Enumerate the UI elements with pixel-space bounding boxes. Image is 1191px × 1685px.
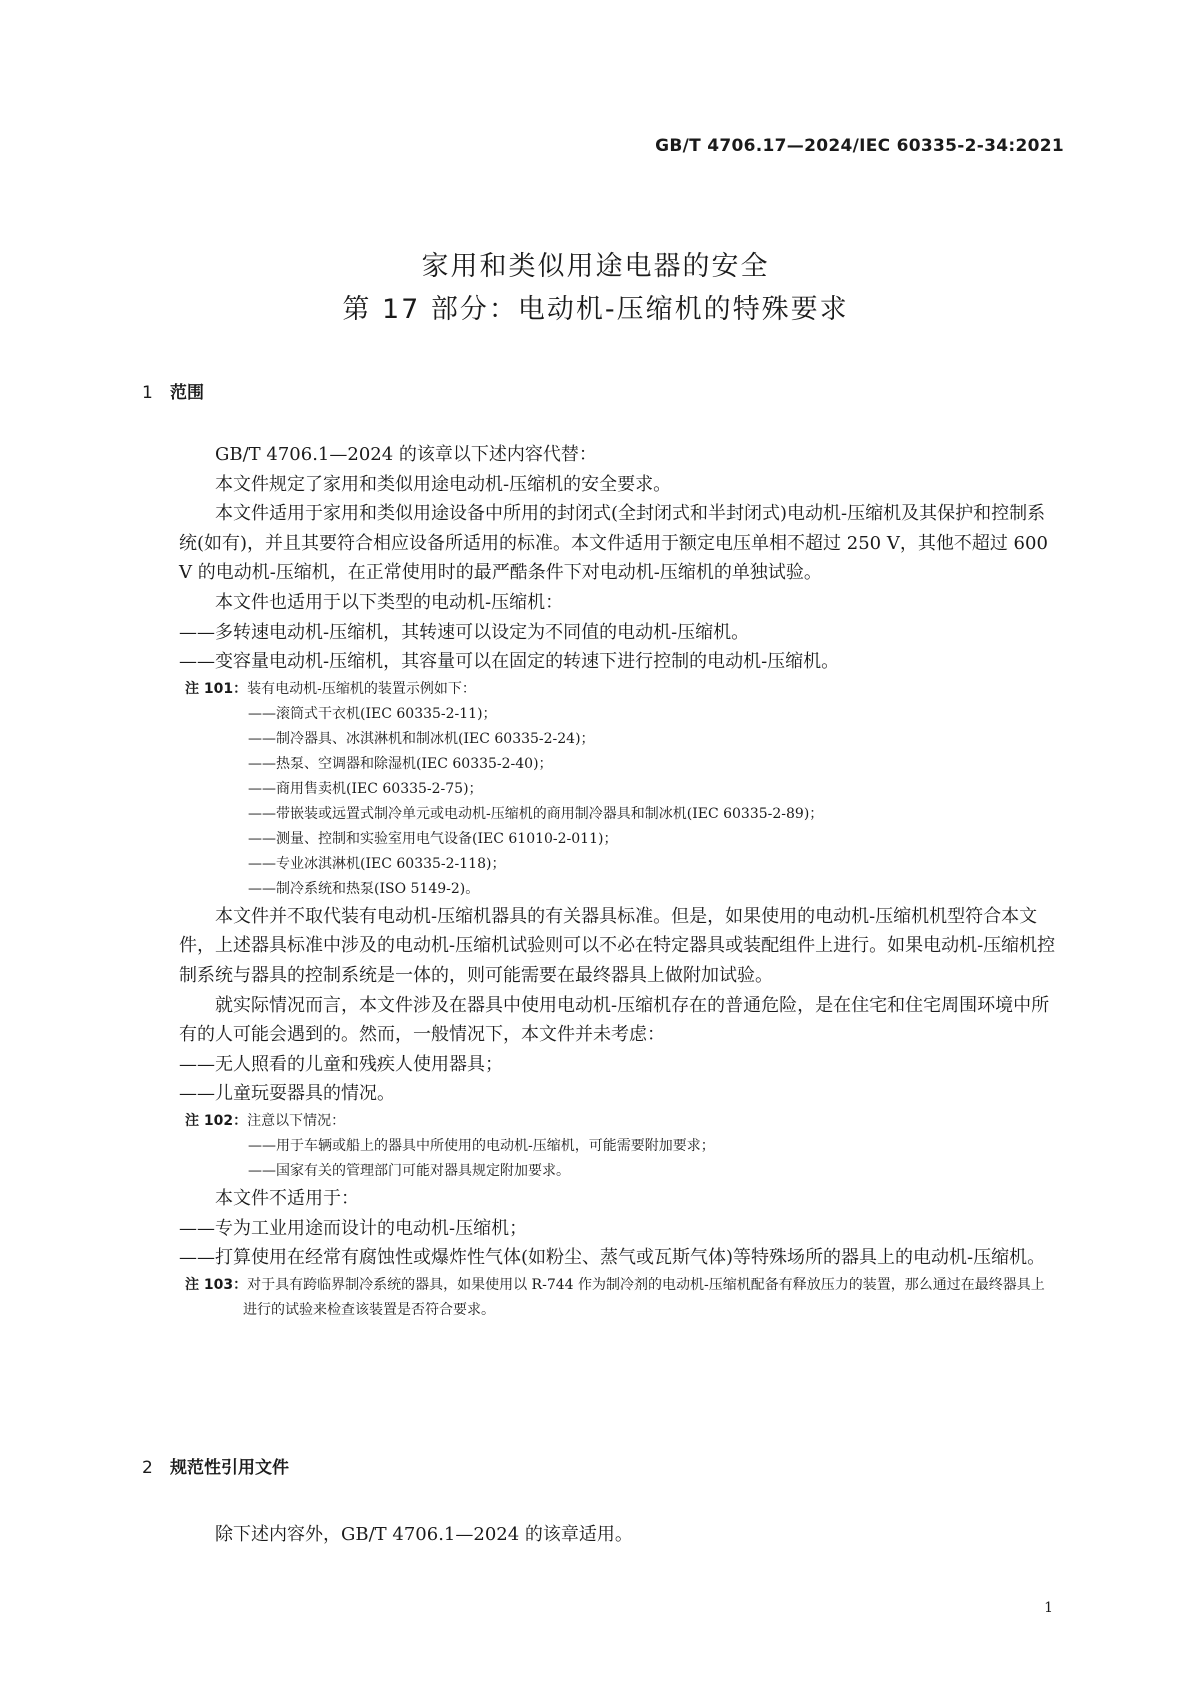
paragraph: 就实际情况而言，本文件涉及在器具中使用电动机-压缩机存在的普通危险，是在住宅和住宅周围环境中所有的人可能会遇到的。然而，一般情况下，本文件并未考虑：: [179, 994, 1050, 1046]
note-text: 注意以下情况：: [247, 1112, 346, 1129]
note-label: 注 103：: [185, 1276, 248, 1293]
paragraph: GB/T 4706.1—2024 的该章以下述内容代替：: [215, 444, 597, 465]
dash-item: ——专为工业用途而设计的电动机-压缩机；: [179, 1217, 528, 1239]
dash-item: ——打算使用在经常有腐蚀性或爆炸性气体(如粉尘、蒸气或瓦斯气体)等特殊场所的器具上的电动机-压缩机。: [179, 1247, 1046, 1269]
section-title: 规范性引用文件: [170, 1458, 289, 1478]
note-list-item: ——国家有关的管理部门可能对器具规定附加要求。: [248, 1162, 570, 1179]
note-list-item: ——专业冰淇淋机(IEC 60335-2-118)；: [248, 855, 506, 872]
section-2-heading: [142, 1453, 289, 1478]
dash-item: ——儿童玩耍器具的情况。: [179, 1083, 395, 1105]
paragraph: 本文件适用于家用和类似用途设备中所用的封闭式(全封闭式和半封闭式)电动机-压缩机及其保护和控制系统(如有)，并且其要符合相应设备所适用的标准。本文件适用于额定电压单相不超过 250 V，其他不超过 600 V 的电动机-压缩机，在正常使用时的最严酷条件下对电动机-压缩机的单独试验。: [179, 503, 1048, 584]
paragraph: 本文件规定了家用和类似用途电动机-压缩机的安全要求。: [215, 473, 672, 495]
paragraph: 除下述内容外，GB/T 4706.1—2024 的该章适用。: [215, 1524, 633, 1545]
note-list-item: ——测量、控制和实验室用电气设备(IEC 61010-2-011)；: [248, 830, 618, 847]
note-102: [179, 1109, 1056, 1184]
note-list-item: ——商用售卖机(IEC 60335-2-75)；: [248, 780, 483, 797]
section-1-heading: [142, 378, 204, 403]
note-list-item: ——热泵、空调器和除湿机(IEC 60335-2-40)；: [248, 755, 553, 772]
section-1-body: [179, 440, 1056, 1323]
note-list-item: ——用于车辆或船上的器具中所使用的电动机-压缩机，可能需要附加要求；: [248, 1137, 715, 1154]
dash-item: ——多转速电动机-压缩机，其转速可以设定为不同值的电动机-压缩机。: [179, 621, 750, 643]
note-list-item: ——制冷器具、冰淇淋机和制冰机(IEC 60335-2-24)；: [248, 730, 595, 747]
standard-code: GB/T 4706.17—2024/IEC 60335-2-34:2021: [655, 136, 1064, 156]
dash-item: ——无人照看的儿童和残疾人使用器具；: [179, 1053, 503, 1075]
note-list-item: ——带嵌装或远置式制冷单元或电动机-压缩机的商用制冷器具和制冰机(IEC 60335-2-89)；: [248, 805, 824, 822]
note-label: 注 102：: [185, 1112, 248, 1129]
dash-item: ——变容量电动机-压缩机，其容量可以在固定的转速下进行控制的电动机-压缩机。: [179, 651, 840, 673]
paragraph: 本文件并不取代装有电动机-压缩机器具的有关器具标准。但是，如果使用的电动机-压缩机机型符合本文件，上述器具标准中涉及的电动机-压缩机试验则可以不必在特定器具或装配组件上进行。如果电动机-压缩机控制系统与器具的控制系统是一体的，则可能需要在最终器具上做附加试验。: [179, 905, 1056, 986]
section-number: 1: [142, 383, 153, 403]
section-title: 范围: [170, 383, 204, 403]
note-text: 装有电动机-压缩机的装置示例如下：: [247, 680, 476, 697]
paragraph: 本文件不适用于：: [215, 1187, 359, 1209]
note-list-item: ——滚筒式干衣机(IEC 60335-2-11)；: [248, 705, 497, 722]
note-101: [179, 677, 1056, 902]
section-number: 2: [142, 1458, 153, 1478]
page-number: 1: [1044, 1600, 1053, 1616]
document-title-line-2: 第 17 部分：电动机-压缩机的特殊要求: [342, 294, 849, 325]
note-label: 注 101：: [185, 680, 248, 697]
note-list-item: ——制冷系统和热泵(ISO 5149-2)。: [248, 880, 480, 897]
document-title-line-1: 家用和类似用途电器的安全: [421, 251, 770, 282]
paragraph: 本文件也适用于以下类型的电动机-压缩机：: [215, 591, 564, 613]
section-2-body: [179, 1520, 1056, 1550]
note-103: [179, 1273, 1056, 1323]
note-text: 对于具有跨临界制冷系统的器具，如果使用以 R-744 作为制冷剂的电动机-压缩机配备有释放压力的装置，那么通过在最终器具上进行的试验来检查该装置是否符合要求。: [243, 1276, 1045, 1318]
